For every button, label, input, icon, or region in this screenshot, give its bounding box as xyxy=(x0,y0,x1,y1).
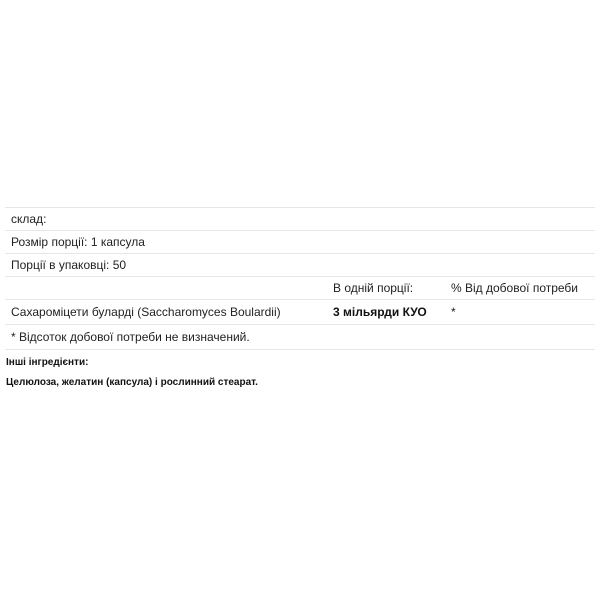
other-ingredients-title: Інші інгредієнти: xyxy=(6,357,89,368)
ingredient-row xyxy=(5,300,595,325)
servings-per-container-row xyxy=(5,254,595,277)
ingredient-amount: 3 мільярди КУО xyxy=(333,305,427,319)
serving-size: Розмір порції: 1 капсула xyxy=(11,235,145,249)
servings-per-container: Порції в упаковці: 50 xyxy=(11,258,127,272)
column-header-row xyxy=(5,277,595,300)
supplement-facts-table xyxy=(5,207,595,350)
daily-value-footnote: * Відсоток добової потреби не визначений. xyxy=(11,330,250,344)
column-header-daily-value: % Від добової потреби xyxy=(451,281,579,295)
serving-size-row xyxy=(5,231,595,254)
composition-label: склад: xyxy=(11,212,47,226)
other-ingredients-text: Целюлоза, желатин (капсула) і рослинний стеарат. xyxy=(6,377,258,388)
footnote-row xyxy=(5,325,595,350)
ingredient-name: Сахароміцети буларді (Saccharomyces Boulardii) xyxy=(11,305,281,319)
composition-row xyxy=(5,208,595,231)
header-empty-cell xyxy=(5,277,327,300)
column-header-per-serving: В одній порції: xyxy=(333,281,414,295)
ingredient-daily-value: * xyxy=(451,305,456,319)
